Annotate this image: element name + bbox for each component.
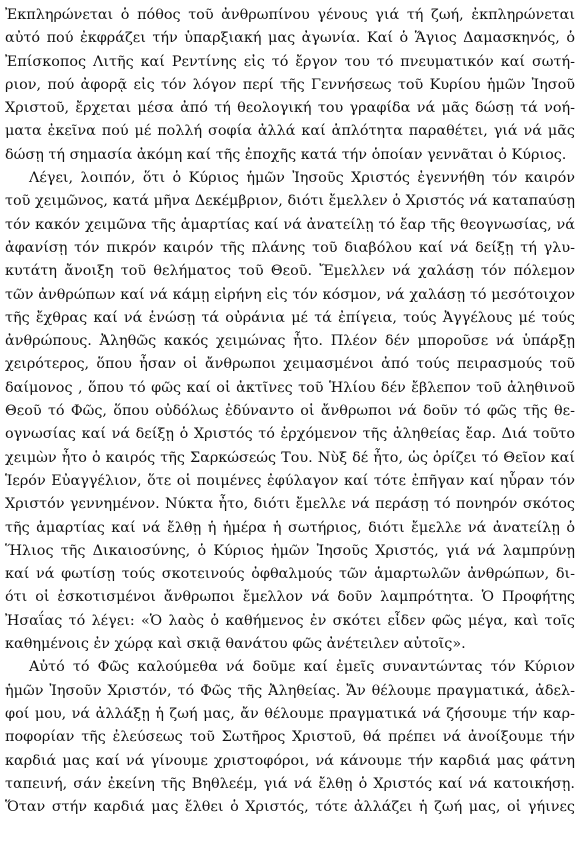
text-line: ογνωσίας καί νά δείξῃ ὁ Χριστός τό ἐρχόμενον τῆς ἀληθείας ἔαρ. Διά τοῦτο <box>5 426 575 443</box>
document-page <box>5 4 575 819</box>
text-line: δαίμονος , ὅπου τό φῶς καί οἱ ἀκτῖνες τοῦ Ἡλίου δέν ἔβλεπον τοῦ ἀληθινοῦ <box>5 379 575 396</box>
text-line: Ἠσαΐας τό λέγει: «Ὁ λαὸς ὁ καθήμενος ἐν σκότει εἶδεν φῶς μέγα, καὶ τοῖς <box>5 612 575 629</box>
text-line: Θεοῦ τό Φῶς, ὅπου οὐδόλως ἐδύναντο οἱ ἄνθρωποι νά δοῦν τό φῶς τῆς θε- <box>5 403 575 420</box>
text-line: καί νά φωτίσῃ τούς σκοτεινούς ὀφθαλμούς τῶν ἁμαρτωλῶν ἀνθρώπων, δι- <box>5 566 575 583</box>
text-line: ἀφανίσῃ τόν πικρόν καιρόν τῆς πλάνης τοῦ διαβόλου καί νά δείξῃ τή γλυ- <box>5 239 575 256</box>
text-line: Λέγει, λοιπόν, ὅτι ὁ Κύριος ἡμῶν Ἰησοῦς Χριστός ἐγεννήθη τόν καιρόν <box>29 170 575 187</box>
paragraph <box>5 656 575 819</box>
text-line: Αὐτό τό Φῶς καλούμεθα νά δοῦμε καί ἐμεῖς συναντώντας τόν Κύριον <box>29 659 575 676</box>
text-line: τῶν ἀνθρώπων καί νά κάμῃ εἰρήνη εἰς τόν κόσμον, νά χαλάσῃ τό μεσότοιχον <box>5 286 575 303</box>
text-line: τοῦ χειμῶνος, κατά μῆνα Δεκέμβριον, διότι ἔμελλεν ὁ Χριστός νά καταπαύσῃ <box>5 193 575 210</box>
text-line: χειρότερος, ὅπου ἦσαν οἱ ἄνθρωποι χειμασμένοι ἀπό τούς πειρασμούς τοῦ <box>5 356 575 373</box>
text-line: ματα ἐκεῖνα πού μέ πολλή σοφία ἀλλά καί ἁπλότητα παραθέτει, γιά νά μᾶς <box>5 123 575 140</box>
text-line: Ἐπίσκοπος Λιτῆς καί Ρεντίνης εἰς τό ἔργον του τό πνευματικόν καί σωτή- <box>5 53 575 70</box>
text-line: ριον, πού ἀφορᾷ εἰς τόν λόγον περί τῆς Γεννήσεως τοῦ Κυρίου ἡμῶν Ἰησοῦ <box>5 76 575 93</box>
text-line: καρδιά μας καί νά γίνουμε χριστοφόροι, νά κάνουμε τήν καρδιά μας φάτνη <box>5 752 575 769</box>
paragraph <box>5 4 575 167</box>
text-line: κυτάτη ἄνοιξη τοῦ θελήματος τοῦ Θεοῦ. Ἔμελλεν νά χαλάσῃ τόν πόλεμον <box>5 263 575 280</box>
text-line: Ἐκπληρώνεται ὁ πόθος τοῦ ἀνθρωπίνου γένους γιά τή ζωή, ἐκπληρώνεται <box>5 7 575 23</box>
text-line: τῆς ἁμαρτίας καί νά ἔλθῃ ἡ ἡμέρα ἡ σωτήριος, διότι ἔμελλε νά ἀνατείλῃ ὁ <box>5 519 575 536</box>
text-line: ἀνθρώπους. Ἀληθῶς κακός χειμώνας ἦτο. Πλέον δέν μποροῦσε νά ὑπάρξῃ <box>5 333 575 350</box>
text-line: Ἱερόν Εὐαγγέλιον, ὅτε οἱ ποιμένες ἐφύλαγον καί τότε ἐπῆγαν καί ηὗραν τόν <box>5 472 575 489</box>
text-line: ἡμῶν Ἰησοῦν Χριστόν, τό Φῶς τῆς Ἀληθείας. Ἄν θέλουμε πραγματικά, ἀδελ- <box>5 682 575 699</box>
text-line: ποφορίαν τῆς ἐλεύσεως τοῦ Σωτῆρος Χριστοῦ, θά πρέπει νά ἀνοίξουμε τήν <box>5 729 575 746</box>
text-line: Χριστόν γεννημένον. Νύκτα ἦτο, διότι ἔμελλε νά περάσῃ τό πονηρόν σκότος <box>5 496 575 513</box>
text-line: Χριστοῦ, ἔρχεται μέσα ἀπό τή θεολογική του γραφίδα νά μᾶς δώσῃ τά νοή- <box>5 100 575 117</box>
text-line: καθημένοις ἐν χώρᾳ καὶ σκιᾷ θανάτου φῶς ἀνέτειλεν αὐτοῖς». <box>5 636 466 653</box>
text-line: ότι οἱ ἐσκοτισμένοι ἄνθρωποι ἔμελλον νά δοῦν λαμπρότητα. Ὁ Προφήτης <box>5 589 575 606</box>
text-line: ταπεινή, σάν ἐκείνη τῆς Βηθλεέμ, γιά νά ἔλθῃ ὁ Χριστός καί νά κατοικήσῃ. <box>5 775 575 792</box>
text-line: τόν κακόν χειμῶνα τῆς ἁμαρτίας καί νά ἀνατείλῃ τό ἔαρ τῆς θεογνωσίας, νά <box>5 216 575 233</box>
text-line: Ὅταν στήν καρδιά μας ἔλθει ὁ Χριστός, τότε ἀλλάζει ἡ ζωή μας, οἱ γήινες <box>5 799 575 816</box>
text-line: αὐτό πού ἐκφράζει τήν ὑπαρξιακή μας ἀγωνία. Καί ὁ Ἅγιος Δαμασκηνός, ὁ <box>5 30 575 47</box>
text-line: Ἥλιος τῆς Δικαιοσύνης, ὁ Κύριος ἡμῶν Ἰησοῦς Χριστός, γιά νά λαμπρύνῃ <box>5 542 575 559</box>
text-line: τῆς ἔχθρας καί νά ἑνώσῃ τά οὐράνια μέ τά ἐπίγεια, τούς Ἀγγέλους μέ τούς <box>5 309 575 326</box>
paragraph <box>5 167 575 656</box>
text-line: δώσῃ τή σημασία ἀκόμη καί τῆς ἐποχῆς κατά τήν ὁποίαν γεννᾶται ὁ Κύριος. <box>5 146 567 163</box>
text-line: φοί μου, νά ἀλλάξῃ ἡ ζωή μας, ἄν θέλουμε πραγματικά νά ζήσουμε τήν καρ- <box>5 705 575 722</box>
text-line: χειμὼν ἦτο ὁ καιρός τῆς Σαρκώσεώς Του. Νὺξ δέ ἦτο, ὡς ὁρίζει τό Θεῖον καί <box>5 449 575 466</box>
